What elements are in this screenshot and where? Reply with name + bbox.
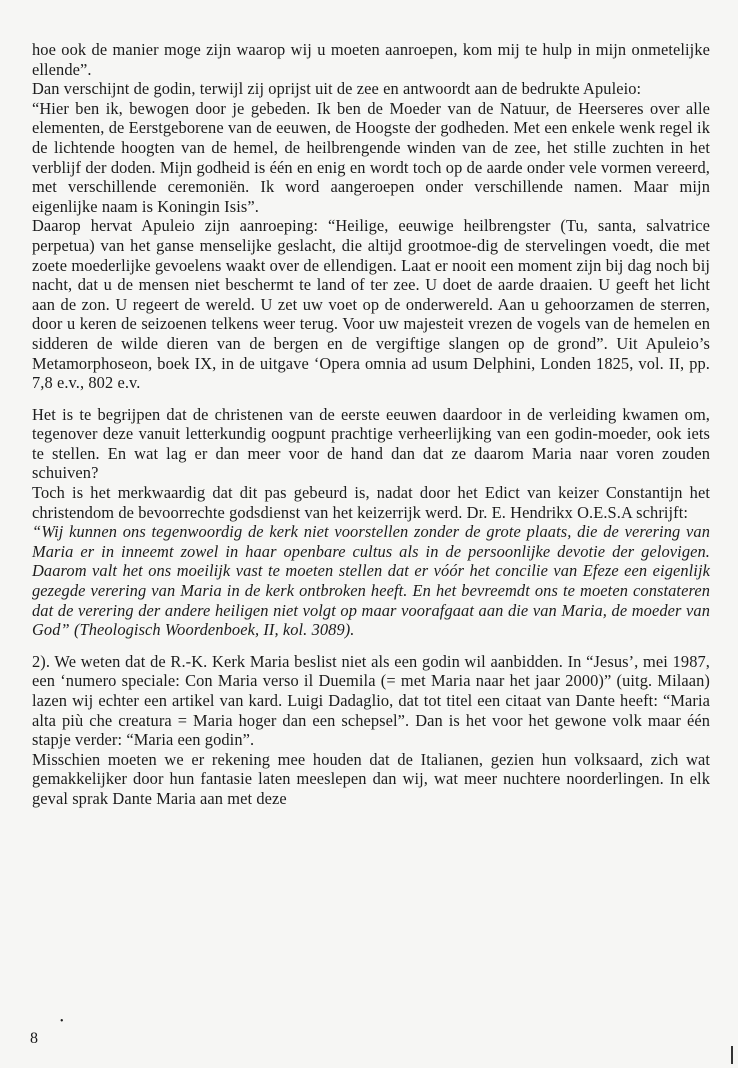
paragraph-6: Toch is het merkwaardig dat dit pas gebeurd is, nadat door het Edict van keizer Constantijn het christendom de bevoorrechte godsdienst van het keizerrijk werd. Dr. E. Hendrikx O.E.S.A schrijft: xyxy=(32,483,710,522)
paragraph-5: Het is te begrijpen dat de christenen van de eerste eeuwen daardoor in de verleiding kwamen om, tegenover deze vanuit letterkundig oogpunt prachtige verheerlijking van een godin-moeder, ook iets te stellen. En wat lag er dan meer voor de hand dan dat ze daarom Maria naar voren zouden schuiven? xyxy=(32,404,710,483)
stray-mark: • xyxy=(60,1016,64,1027)
paragraph-4: Daarop hervat Apuleio zijn aanroeping: “Heilige, eeuwige heilbrengster (Tu, santa, salvatrice perpetua) van het ganse menselijke geslacht, die altijd grootmoe-dig de stervelingen voedt, die met zoete moederlijke gevoelens waakt over de ellendigen. Laat er nooit een moment zijn bij dag noch bij nacht, dat u de mensen niet beschermt te land of ter zee. U doet de aarde draaien. U geeft het licht aan de zon. U regeert de wereld. U zet uw voet op de onderwereld. Aan u gehoorzamen de sterren, door u keren de seizoenen telkens weer terug. Voor uw majesteit vrezen de vogels van de hemelen en sidderen de wilde dieren van de bergen en de vergiftige slangen op de grond”. Uit Apuleio’s Metamorphoseon, boek IX, in de uitgave ‘Opera omnia ad usum Delphini, Londen 1825, vol. II, pp. 7,8 e.v., 802 e.v. xyxy=(32,216,710,393)
paragraph-2: Dan verschijnt de godin, terwijl zij oprijst uit de zee en antwoordt aan de bedrukte Apuleio: xyxy=(32,79,642,99)
paragraph-8: 2). We weten dat de R.-K. Kerk Maria beslist niet als een godin wil aanbidden. In “Jesus’, mei 1987, een ‘numero speciale: Con Maria verso il Duemila (= met Maria naar het jaar 2000)” (uitg. Milaan) lazen wij echter een artikel van kard. Luigi Dadaglio, dat tot titel een citaat van Dante heeft: “Maria alta più che creatura = Maria hoger dan een schepsel”. Dan is het voor het gewone volk maar één stapje verder: “Maria een godin”. xyxy=(32,651,710,750)
paragraph-1: hoe ook de manier moge zijn waarop wij u moeten aanroepen, kom mij te hulp in mijn onmetelijke ellende”. xyxy=(32,40,710,79)
quote-paragraph: “Wij kunnen ons tegenwoordig de kerk niet voorstellen zonder de grote plaats, die de verering van Maria er in inneemt zowel in haar openbare cultus als in de persoonlijke devotie der gelovigen. Daarom valt het ons moeilijk vast te moeten stellen dat er vóór het concilie van Efeze een eigenlijk gezegde verering van Maria in de kerk ontbroken heeft. En het bevreemdt ons te moeten constateren dat de verering der andere heiligen niet volgt op maar voorafgaat aan die van Maria, de moeder van God” (Theologisch Woordenboek, II, kol. 3089). xyxy=(32,522,710,640)
page-body xyxy=(32,40,710,809)
scan-edge-mark xyxy=(731,1046,733,1064)
page-number: 8 xyxy=(30,1030,38,1047)
paragraph-3: “Hier ben ik, bewogen door je gebeden. Ik ben de Moeder van de Natuur, de Heerseres over alle elementen, de Eerstgeborene van de eeuwen, de Hoogste der godheden. Met een enkele wenk regel ik de lichtende hoogten van de hemel, de heilbrengende winden van de zee, het stille zuchten in het verblijf der doden. Mijn godheid is één en enig en wordt toch op de aarde onder vele vormen vereerd, met verschillende ceremoniën. Ik word aangeroepen onder verschillende namen. Maar mijn eigenlijke naam is Koningin Isis”. xyxy=(32,98,710,216)
paragraph-9: Misschien moeten we er rekening mee houden dat de Italianen, gezien hun volksaard, zich wat gemakkelijker door hun fantasie laten meeslepen dan wij, wat meer nuchtere noorderlingen. In elk geval sprak Dante Maria aan met deze xyxy=(32,749,710,808)
